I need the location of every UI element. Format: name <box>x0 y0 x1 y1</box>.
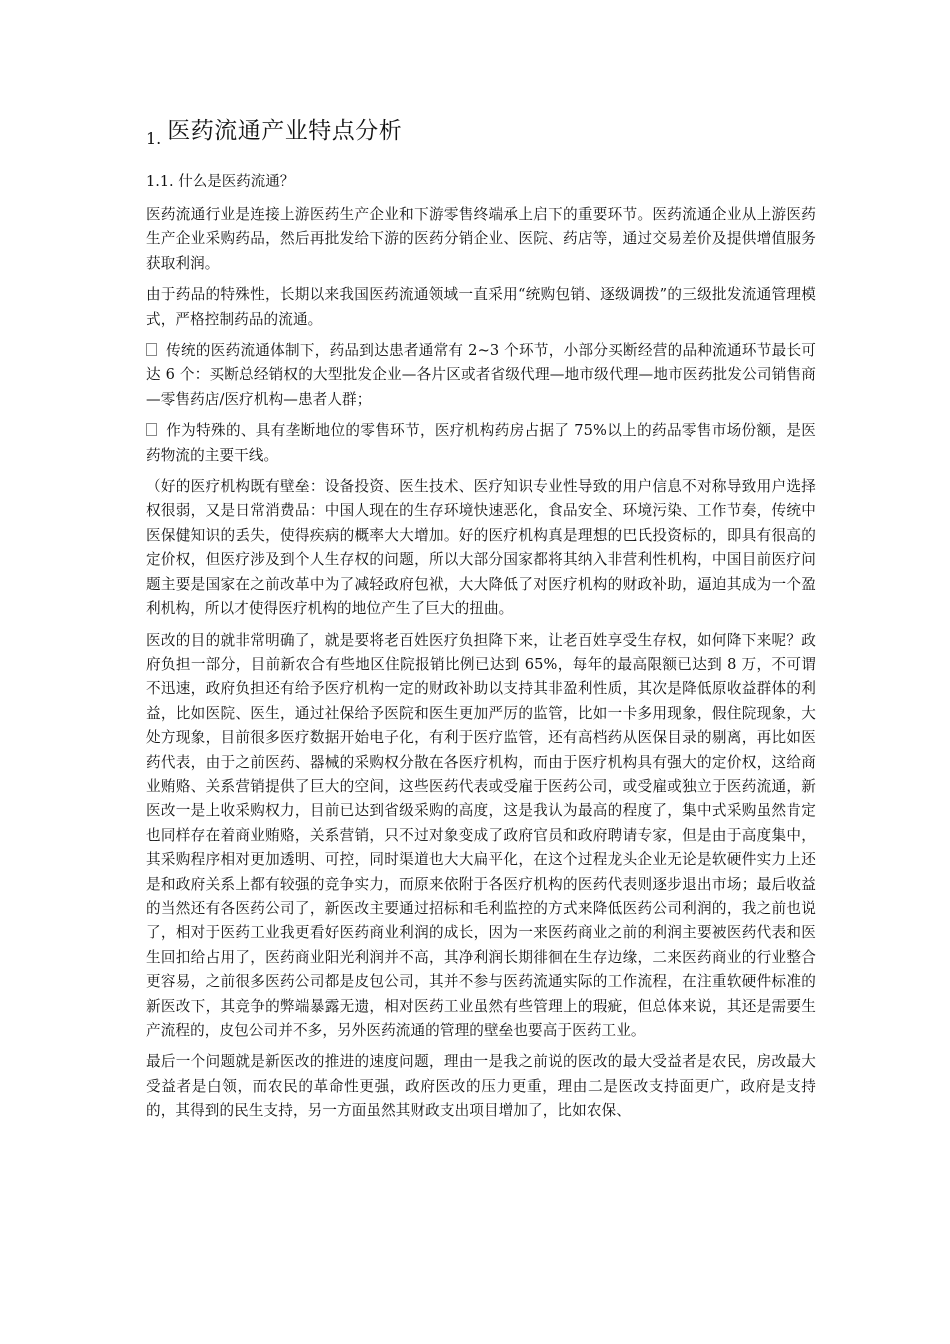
chapter-heading <box>146 112 816 148</box>
section-title: 1.1. 什么是医药流通？ <box>146 174 295 190</box>
bullet-box-icon <box>146 423 157 436</box>
bullet-item <box>146 339 816 412</box>
paragraph-reform-speed: 最后一个问题就是新医改的推进的速度问题，理由一是我之前说的医改的最大受益者是农民，房改最大受益者是白领，而农民的革命性更强，政府医改的压力更重，理由二是医改支持面更广，政府是支持的，其得到的民生支持，另一方面虽然其财政支出项目增加了，比如农保、 <box>146 1053 816 1120</box>
bullet-text: 传统的医药流通体制下，药品到达患者通常有 2~3 个环节，小部分买断经营的品种流通环节最长可达 6 个：买断总经销权的大型批发企业—各片区或者省级代理—地市级代理—地市医药批发公司销售商—零售药店/医疗机构—患者人群； <box>146 342 816 408</box>
bullet-item <box>146 419 816 468</box>
paragraph-model: 由于药品的特殊性，长期以来我国医药流通领域一直采用“统购包销、逐级调拨”的三级批发流通管理模式，严格控制药品的流通。 <box>146 286 816 328</box>
chapter-number: 1. <box>146 129 162 148</box>
paragraph-reform-purpose: 医改的目的就非常明确了，就是要将老百姓医疗负担降下来，让老百姓享受生存权，如何降下来呢？政府负担一部分，目前新农合有些地区住院报销比例已达到 65%，每年的最高限额已达到 8 万，不可谓不迅速，政府负担还有给予医疗机构一定的财政补助以支持其非盈利性质，其次是降低原收益群体的利益，比如医院、医生，通过社保给予医院和医生更加严厉的监管，比如一卡多用现象，假住院现象，大处方现象，目前很多医疗数据开始电子化，有利于医疗监管，还有高档药从医保目录的剔离，再比如医药代表，由于之前医药、器械的采购权分散在各医疗机构，而由于医疗机构具有强大的定价权，这给商业贿赂、关系营销提供了巨大的空间，这些医药代表或受雇于医药公司，或受雇或独立于医药流通，新医改一是上收采购权力，目前已达到省级采购的高度，这是我认为最高的程度了，集中式采购虽然肯定也同样存在着商业贿赂，关系营销，只不过对象变成了政府官员和政府聘请专家，但是由于高度集中，其采购程序相对更加透明、可控，同时渠道也大大扁平化，在这个过程龙头企业无论是软硬件实力上还是和政府关系上都有较强的竞争实力，而原来依附于各医疗机构的医药代表则逐步退出市场；最后收益的当然还有各医药公司了，新医改主要通过招标和毛利监控的方式来降低医药公司利润的，我之前也说了，相对于医药工业我更看好医药商业利润的成长，因为一来医药商业之前的利润主要被医药代表和医生回扣给占用了，医药商业阳光利润并不高，其净利润长期徘徊在生存边缘，二来医药商业的行业整合更容易，之前很多医药公司都是皮包公司，其并不参与医药流通实际的工作流程，在注重软硬件标准的新医改下，其竞争的弊端暴露无遗，相对医药工业虽然有些管理上的瑕疵，但总体来说，其还是需要生产流程的，皮包公司并不多，另外医药流通的管理的壁垒也要高于医药工业。 <box>146 631 816 1039</box>
bullet-text: 作为特殊的、具有垄断地位的零售环节，医疗机构药房占据了 75%以上的药品零售市场份额，是医药物流的主要干线。 <box>146 422 816 464</box>
document-page <box>146 112 816 1131</box>
paragraph-medical-institutions: （好的医疗机构既有壁垒：设备投资、医生技术、医疗知识专业性导致的用户信息不对称导致用户选择权很弱，又是日常消费品：中国人现在的生存环境快速恶化，食品安全、环境污染、工作节奏，传统中医保健知识的丢失，使得疾病的概率大大增加。好的医疗机构真是理想的巴氏投资标的，即具有很高的定价权，但医疗涉及到个人生存权的问题，所以大部分国家都将其纳入非营利性机构，中国目前医疗问题主要是国家在之前改革中为了减轻政府包袱，大大降低了对医疗机构的财政补助，逼迫其成为一个盈利机构，所以才使得医疗机构的地位产生了巨大的扭曲。 <box>146 478 816 618</box>
chapter-title: 医药流通产业特点分析 <box>167 118 403 144</box>
bullet-box-icon <box>146 343 157 356</box>
paragraph-intro: 医药流通行业是连接上游医药生产企业和下游零售终端承上启下的重要环节。医药流通企业从上游医药生产企业采购药品，然后再批发给下游的医药分销企业、医院、药店等，通过交易差价及提供增值服务获取利润。 <box>146 206 816 272</box>
